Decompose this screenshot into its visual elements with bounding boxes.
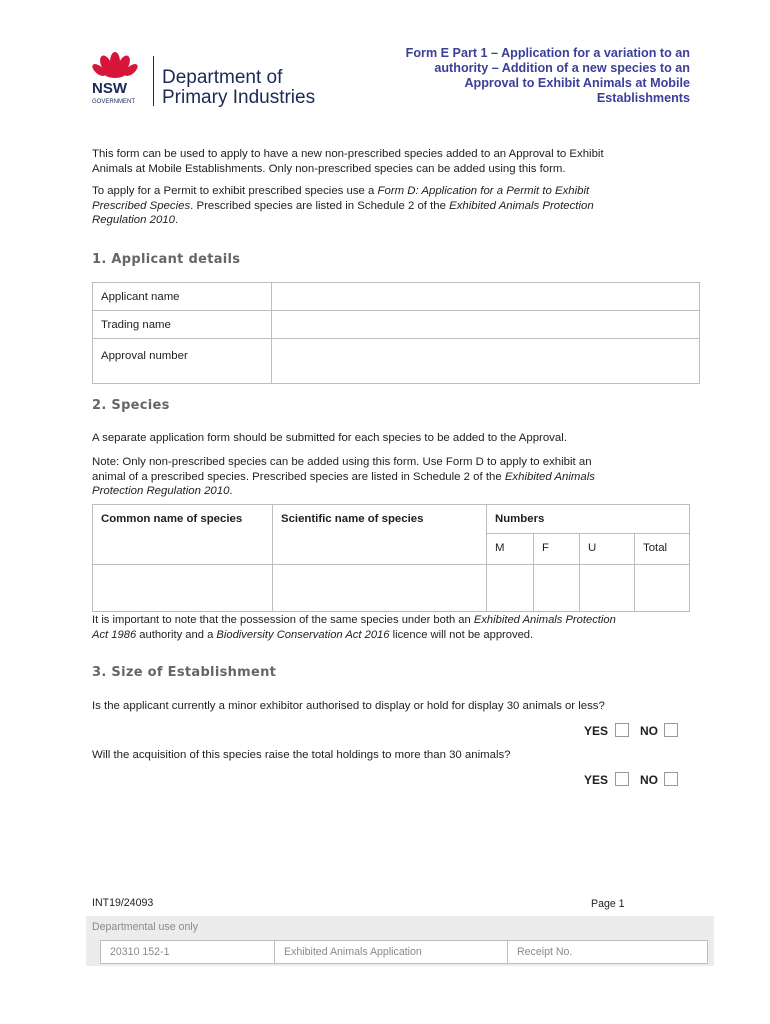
intro-line: Animals at Mobile Establishments. Only non-prescribed species can be added using this form. <box>92 162 566 175</box>
col-m: M <box>487 534 534 565</box>
form-title-line: Approval to Exhibit Animals at Mobile <box>464 76 690 90</box>
q1-yes-label: YES <box>584 724 609 738</box>
col-u: U <box>580 534 635 565</box>
possession-note <box>92 613 692 642</box>
text: . Prescribed species are listed in Schedule 2 of the <box>190 199 450 212</box>
form-title-line: authority – Addition of a new species to an <box>434 61 690 75</box>
applicant-name-label: Applicant name <box>93 283 272 311</box>
section-2-heading: 2. Species <box>92 398 170 413</box>
form-title <box>355 46 690 106</box>
q2-yes-label: YES <box>584 773 609 787</box>
logo-sub: GOVERNMENT <box>92 99 136 105</box>
total-field[interactable] <box>635 565 690 612</box>
question-1: Is the applicant currently a minor exhibitor authorised to display or hold for display 30 animals or less? <box>92 700 605 712</box>
applicant-details-table <box>92 282 700 384</box>
approval-number-label: Approval number <box>93 339 272 384</box>
text: Exhibited Animals <box>504 470 595 483</box>
text: animal of a prescribed species. Prescribed species are listed in Schedule 2 of the <box>92 470 505 483</box>
text: Act 1986 <box>92 628 137 641</box>
q2-no-checkbox[interactable] <box>664 772 678 786</box>
departmental-use-table <box>100 940 708 964</box>
table-row <box>93 339 700 384</box>
col-numbers: Numbers <box>487 505 690 534</box>
trading-name-label: Trading name <box>93 311 272 339</box>
f-field[interactable] <box>534 565 580 612</box>
table-header-row <box>93 505 690 534</box>
scientific-name-field[interactable] <box>273 565 487 612</box>
common-name-field[interactable] <box>93 565 273 612</box>
text: Exhibited Animals Protection <box>449 199 594 212</box>
document-reference: INT19/24093 <box>92 897 154 909</box>
applicant-name-field[interactable] <box>272 283 700 311</box>
text: . <box>174 214 179 226</box>
species-instruction: A separate application form should be submitted for each species to be added to the Approval. <box>92 432 567 444</box>
q1-yes-checkbox[interactable] <box>615 723 629 737</box>
dept-receipt-cell[interactable]: Receipt No. <box>508 941 708 964</box>
col-f: F <box>534 534 580 565</box>
intro-paragraph-2 <box>92 184 692 228</box>
department-name <box>162 68 315 108</box>
form-d-ref: Form D: Application for a Permit to Exhibit <box>377 185 590 197</box>
trading-name-field[interactable] <box>272 311 700 339</box>
section-3-heading: 3. Size of Establishment <box>92 665 277 680</box>
logo-text: NSW <box>92 80 127 97</box>
dept-line-2: Primary Industries <box>162 87 316 108</box>
q2-yes-checkbox[interactable] <box>615 772 629 786</box>
approval-number-field[interactable] <box>272 339 700 384</box>
text: . <box>229 485 233 497</box>
text: Regulation 2010 <box>92 214 175 226</box>
text: Prescribed Species <box>92 199 191 212</box>
logo-divider <box>153 56 154 106</box>
table-row <box>93 565 690 612</box>
table-row <box>93 311 700 339</box>
m-field[interactable] <box>487 565 534 612</box>
text: Exhibited Animals Protection <box>473 614 616 626</box>
table-row <box>93 283 700 311</box>
form-title-line: Establishments <box>596 91 690 105</box>
table-row <box>101 941 708 964</box>
col-total: Total <box>635 534 690 565</box>
text: To apply for a Permit to exhibit prescribed species use a <box>92 185 378 197</box>
intro-line: This form can be used to apply to have a new non-prescribed species added to an Approval to Exhibit <box>92 148 604 160</box>
section-1-heading: 1. Applicant details <box>92 252 241 267</box>
departmental-use-label: Departmental use only <box>92 921 198 933</box>
u-field[interactable] <box>580 565 635 612</box>
text: It is important to note that the possession of the same species under both an <box>92 614 474 626</box>
form-title-line: Form E Part 1 – Application for a variation to an <box>405 46 690 60</box>
species-note <box>92 455 692 499</box>
text: licence will not be approved. <box>389 628 534 641</box>
text: Biodiversity Conservation Act 2016 <box>216 628 390 641</box>
text: authority and a <box>136 628 217 641</box>
text: Protection Regulation 2010 <box>92 485 230 497</box>
nsw-waratah-logo <box>90 48 160 110</box>
q1-no-label: NO <box>640 724 658 738</box>
dept-application-cell: Exhibited Animals Application <box>275 941 508 964</box>
q1-no-checkbox[interactable] <box>664 723 678 737</box>
question-2: Will the acquisition of this species raise the total holdings to more than 30 animals? <box>92 749 511 761</box>
col-scientific-name: Scientific name of species <box>273 505 487 565</box>
col-common-name: Common name of species <box>93 505 273 565</box>
dept-line-1: Department of <box>162 67 283 88</box>
species-table <box>92 504 690 612</box>
page-number: Page 1 <box>591 898 625 910</box>
q2-no-label: NO <box>640 773 658 787</box>
intro-paragraph-1 <box>92 147 692 176</box>
text: Note: Only non-prescribed species can be added using this form. Use Form D to apply to exhibit an <box>92 456 592 468</box>
dept-code-cell: 20310 152-1 <box>101 941 275 964</box>
